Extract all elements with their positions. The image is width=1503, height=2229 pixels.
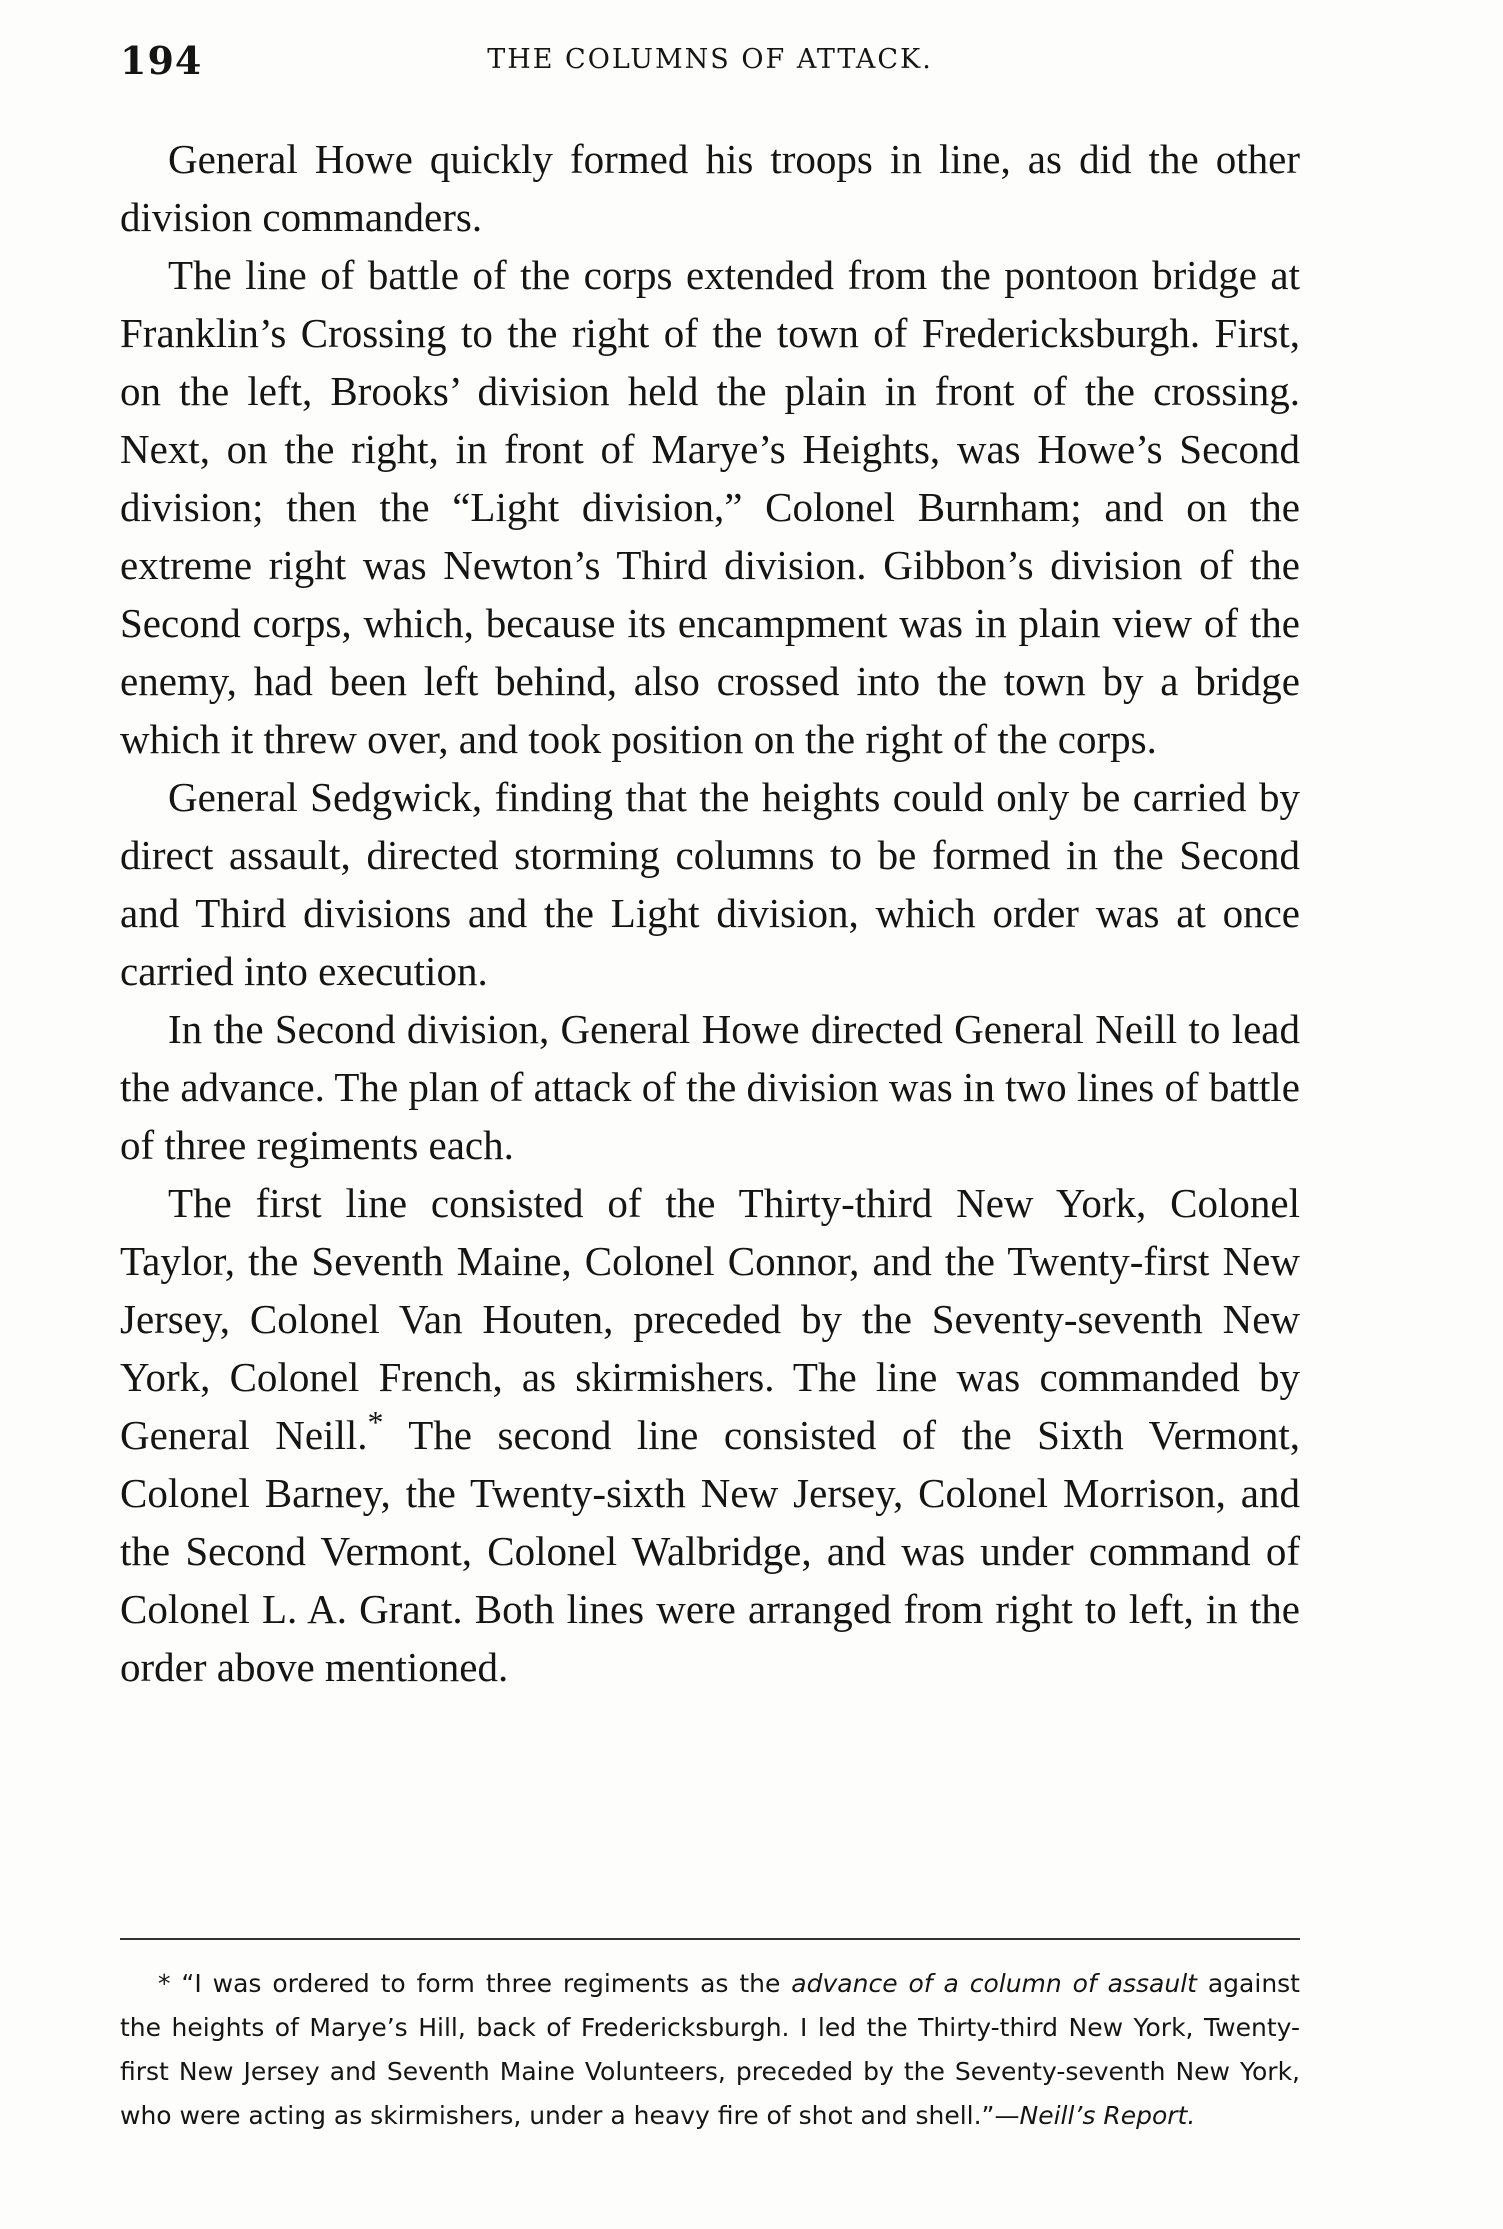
paragraph: In the Second division, General Howe directed General Neill to lead the advance. The plan of attack of the division was in two lines of battle of three regiments each. — [120, 1006, 1300, 1168]
footnote-divider — [120, 1938, 1300, 1940]
footnote-source: Neill’s Report. — [1019, 2101, 1196, 2130]
footnote-italic-phrase: advance of a column of assault — [791, 1969, 1197, 1998]
paragraph-text: The second line consisted of the Sixth Vermont, Colonel Barney, the Twenty-sixth New Jersey, Colonel Morrison, and the Second Vermont, Colonel Walbridge, and was under command of Colonel L. A. Grant. Both lines were arranged from right to left, in the order above mentioned. — [120, 1412, 1300, 1690]
footnote-text: against the heights of Marye’s Hill, back of Fredericksburgh. I led the Thirty-third New York, Twenty-first New Jersey and Seventh Maine Volunteers, preceded by the Seventy-seventh New York, who were acting as skirmishers, under a heavy fire of shot and shell.”— — [120, 1969, 1300, 2130]
paragraph — [120, 1174, 1300, 1696]
paragraph: General Sedgwick, finding that the heights could only be carried by direct assault, directed storming columns to be formed in the Second and Third divisions and the Light division, which order was at once carried into execution. — [120, 774, 1300, 994]
page-number: 194 — [120, 38, 203, 83]
footnote-text: “I was ordered to form three regiments as the — [170, 1969, 792, 1998]
footnote — [120, 1962, 1300, 2138]
paragraph-text: The first line consisted of the Thirty-third New York, Colonel Taylor, the Seventh Maine, Colonel Connor, and the Twenty-first New Jersey, Colonel Van Houten, preceded by the Seventy-seventh New York, Colonel French, as skirmishers. The line was commanded by General Neill. — [120, 1180, 1300, 1458]
paragraph: General Howe quickly formed his troops in line, as did the other division commanders. — [120, 136, 1300, 240]
body-text — [120, 130, 1300, 1696]
paragraph: The line of battle of the corps extended from the pontoon bridge at Franklin’s Crossing to the right of the town of Fredericksburgh. First, on the left, Brooks’ division held the plain in front of the crossing. Next, on the right, in front of Marye’s Heights, was Howe’s Second division; then the “Light division,” Colonel Burnham; and on the extreme right was Newton’s Third division. Gibbon’s division of the Second corps, which, because its encampment was in plain view of the enemy, had been left behind, also crossed into the town by a bridge which it threw over, and took position on the right of the corps. — [120, 252, 1300, 762]
footnote-reference-mark: * — [367, 1404, 384, 1440]
footnote-mark: * — [158, 1969, 171, 1998]
page-header — [120, 38, 1300, 98]
running-head: THE COLUMNS OF ATTACK. — [487, 44, 933, 75]
